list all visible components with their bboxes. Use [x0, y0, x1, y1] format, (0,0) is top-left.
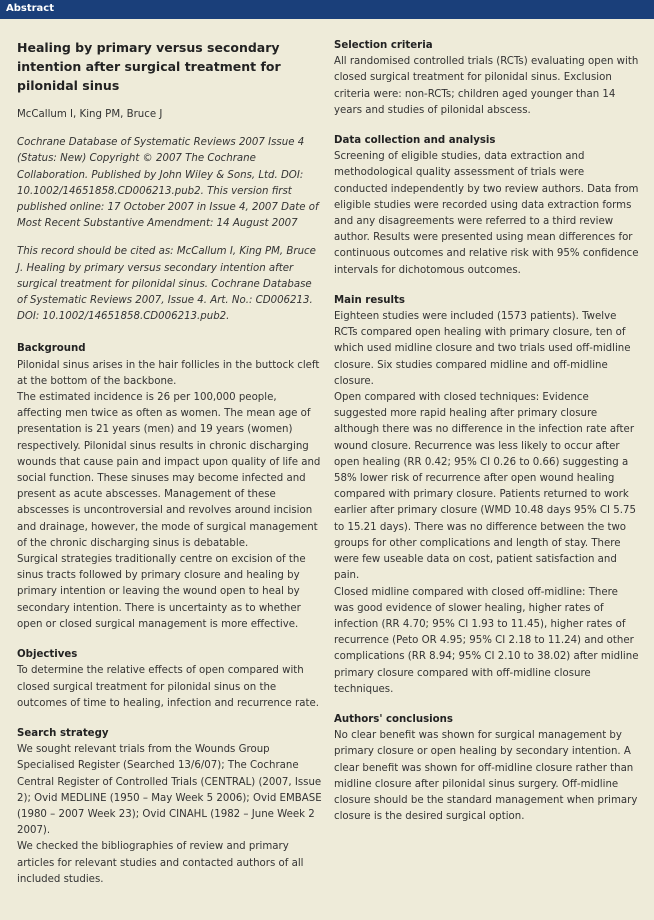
data-collection-section — [334, 133, 639, 279]
data-collection-paragraph: Screening of eligible studies, data extraction and methodological quality assessment of trials were conducted independently by two review authors. Data from eligible studies were recorded using data extraction forms and any disagreements were referred to a third review author. Results were presented using mean differences for continuous outcomes and relative risk with 95% confidence intervals for dichotomous outcomes. — [334, 151, 639, 276]
article-title: Healing by primary versus secondary intention after surgical treatment for pilonidal sinus — [17, 40, 281, 93]
search-strategy-paragraph: We checked the bibliographies of review and primary articles for relevant studies and contacted authors of all included studies. — [17, 841, 304, 885]
abstract-header-bar — [0, 0, 654, 19]
selection-criteria-section — [334, 38, 639, 119]
objectives-section — [17, 647, 323, 712]
selection-criteria-paragraph: All randomised controlled trials (RCTs) evaluating open with closed surgical treatment for pilonidal sinus. Exclusion criteria were: non-RCTs; children aged younger than 14 years and studies of pilonidal abscess. — [334, 56, 639, 116]
main-results-section — [334, 293, 639, 698]
background-paragraph: Surgical strategies traditionally centre on excision of the sinus tracts followed by primary closure and healing by primary intention or leaving the wound open to heal by secondary intention. There is uncertainty as to whether open or closed surgical management is more effective. — [17, 554, 306, 630]
selection-criteria-heading: Selection criteria — [334, 40, 433, 51]
citation-record: This record should be cited as: McCallum I, King PM, Bruce J. Healing by primary versus secondary intention after surgical treatment for pilonidal sinus. Cochrane Database of Systematic Reviews 2007, Issue 4. Art. No.: CD006213. DOI: 10.1002/14651858.CD006213.pub2. — [17, 246, 316, 323]
objectives-heading: Objectives — [17, 649, 78, 661]
article-citation: Cochrane Database of Systematic Reviews 2007 Issue 4 (Status: New) Copyright © 2007 The Cochrane Collaboration. Published by John Wiley & Sons, Ltd. DOI: 10.1002/14651858.CD006213.pub2. This version first published online: 17 October 2007 in Issue 4, 2007 Date of Most Recent Substantive Amendment: 14 August 2007 — [17, 137, 319, 230]
search-strategy-section — [17, 726, 323, 888]
main-results-paragraph: Eighteen studies were included (1573 patients). Twelve RCTs compared open healing with primary closure, ten of which used midline closure and two trials used off-midline closure. Six studies compared midline and off-midline closure. — [334, 311, 631, 387]
article-authors: McCallum I, King PM, Bruce J — [17, 109, 163, 120]
background-paragraph: The estimated incidence is 26 per 100,000 people, affecting men twice as often as women. The mean age of presentation is 21 years (men) and 19 years (women) respectively. Pilonidal sinus results in chronic discharging wounds that cause pain and impact upon quality of life and social function. These sinuses may become infected and present as acute abscesses. Management of these abscesses is uncontroversial and revolves around incision and drainage, however, the mode of surgical management of the chronic discharging sinus is debatable. — [17, 392, 321, 549]
data-collection-heading: Data collection and analysis — [334, 135, 496, 147]
objectives-paragraph: To determine the relative effects of open compared with closed surgical treatment for pilonidal sinus on the outcomes of time to healing, infection and recurrence rate. — [17, 665, 319, 709]
main-results-paragraph: Closed midline compared with closed off-midline: There was good evidence of slower healing, higher rates of infection (RR 4.70; 95% CI 1.93 to 11.45), higher rates of recurrence (Peto OR 4.95; 95% CI 2.18 to 11.24) and other complications (RR 8.94; 95% CI 2.10 to 38.02) after midline primary closure compared with off-midline closure techniques. — [334, 586, 639, 695]
conclusions-paragraph: No clear benefit was shown for surgical management by primary closure or open healing by secondary intention. A clear benefit was shown for off-midline closure rather than midline closure after pilonidal sinus surgery. Off-midline closure should be the standard management when primary closure is the desired surgical option. — [334, 730, 638, 823]
conclusions-heading: Authors' conclusions — [334, 713, 453, 725]
main-results-heading: Main results — [334, 294, 405, 306]
left-column — [17, 38, 323, 902]
background-paragraph: Pilonidal sinus arises in the hair follicles in the buttock cleft at the bottom of the backbone. — [17, 359, 320, 387]
search-strategy-paragraph: We sought relevant trials from the Wounds Group Specialised Register (Searched 13/6/07); The Cochrane Central Register of Controlled Trials (CENTRAL) (2007, Issue 2); Ovid MEDLINE (1950 – May Week 5 2006); Ovid EMBASE (1980 – 2007 Week 23); Ovid CINAHL (1982 – June Week 2 2007). — [17, 744, 322, 837]
search-strategy-heading: Search strategy — [17, 727, 109, 739]
main-results-paragraph: Open compared with closed techniques: Evidence suggested more rapid healing after primary closure although there was no difference in the infection rate after wound closure. Recurrence was less likely to occur after open healing (RR 0.42; 95% CI 0.26 to 0.66) suggesting a 58% lower risk of recurrence after open wound healing compared with primary closure. Patients returned to work earlier after primary closure (WMD 10.48 days 95% CI 5.75 to 15.21 days). There was no difference between the two groups for other complications and length of stay. There were few useable data on cost, patient satisfaction and pain. — [334, 392, 636, 582]
background-section — [17, 341, 323, 633]
right-column — [334, 38, 639, 839]
abstract-header-label: Abstract — [6, 3, 55, 14]
conclusions-section — [334, 712, 639, 825]
background-heading: Background — [17, 343, 86, 355]
